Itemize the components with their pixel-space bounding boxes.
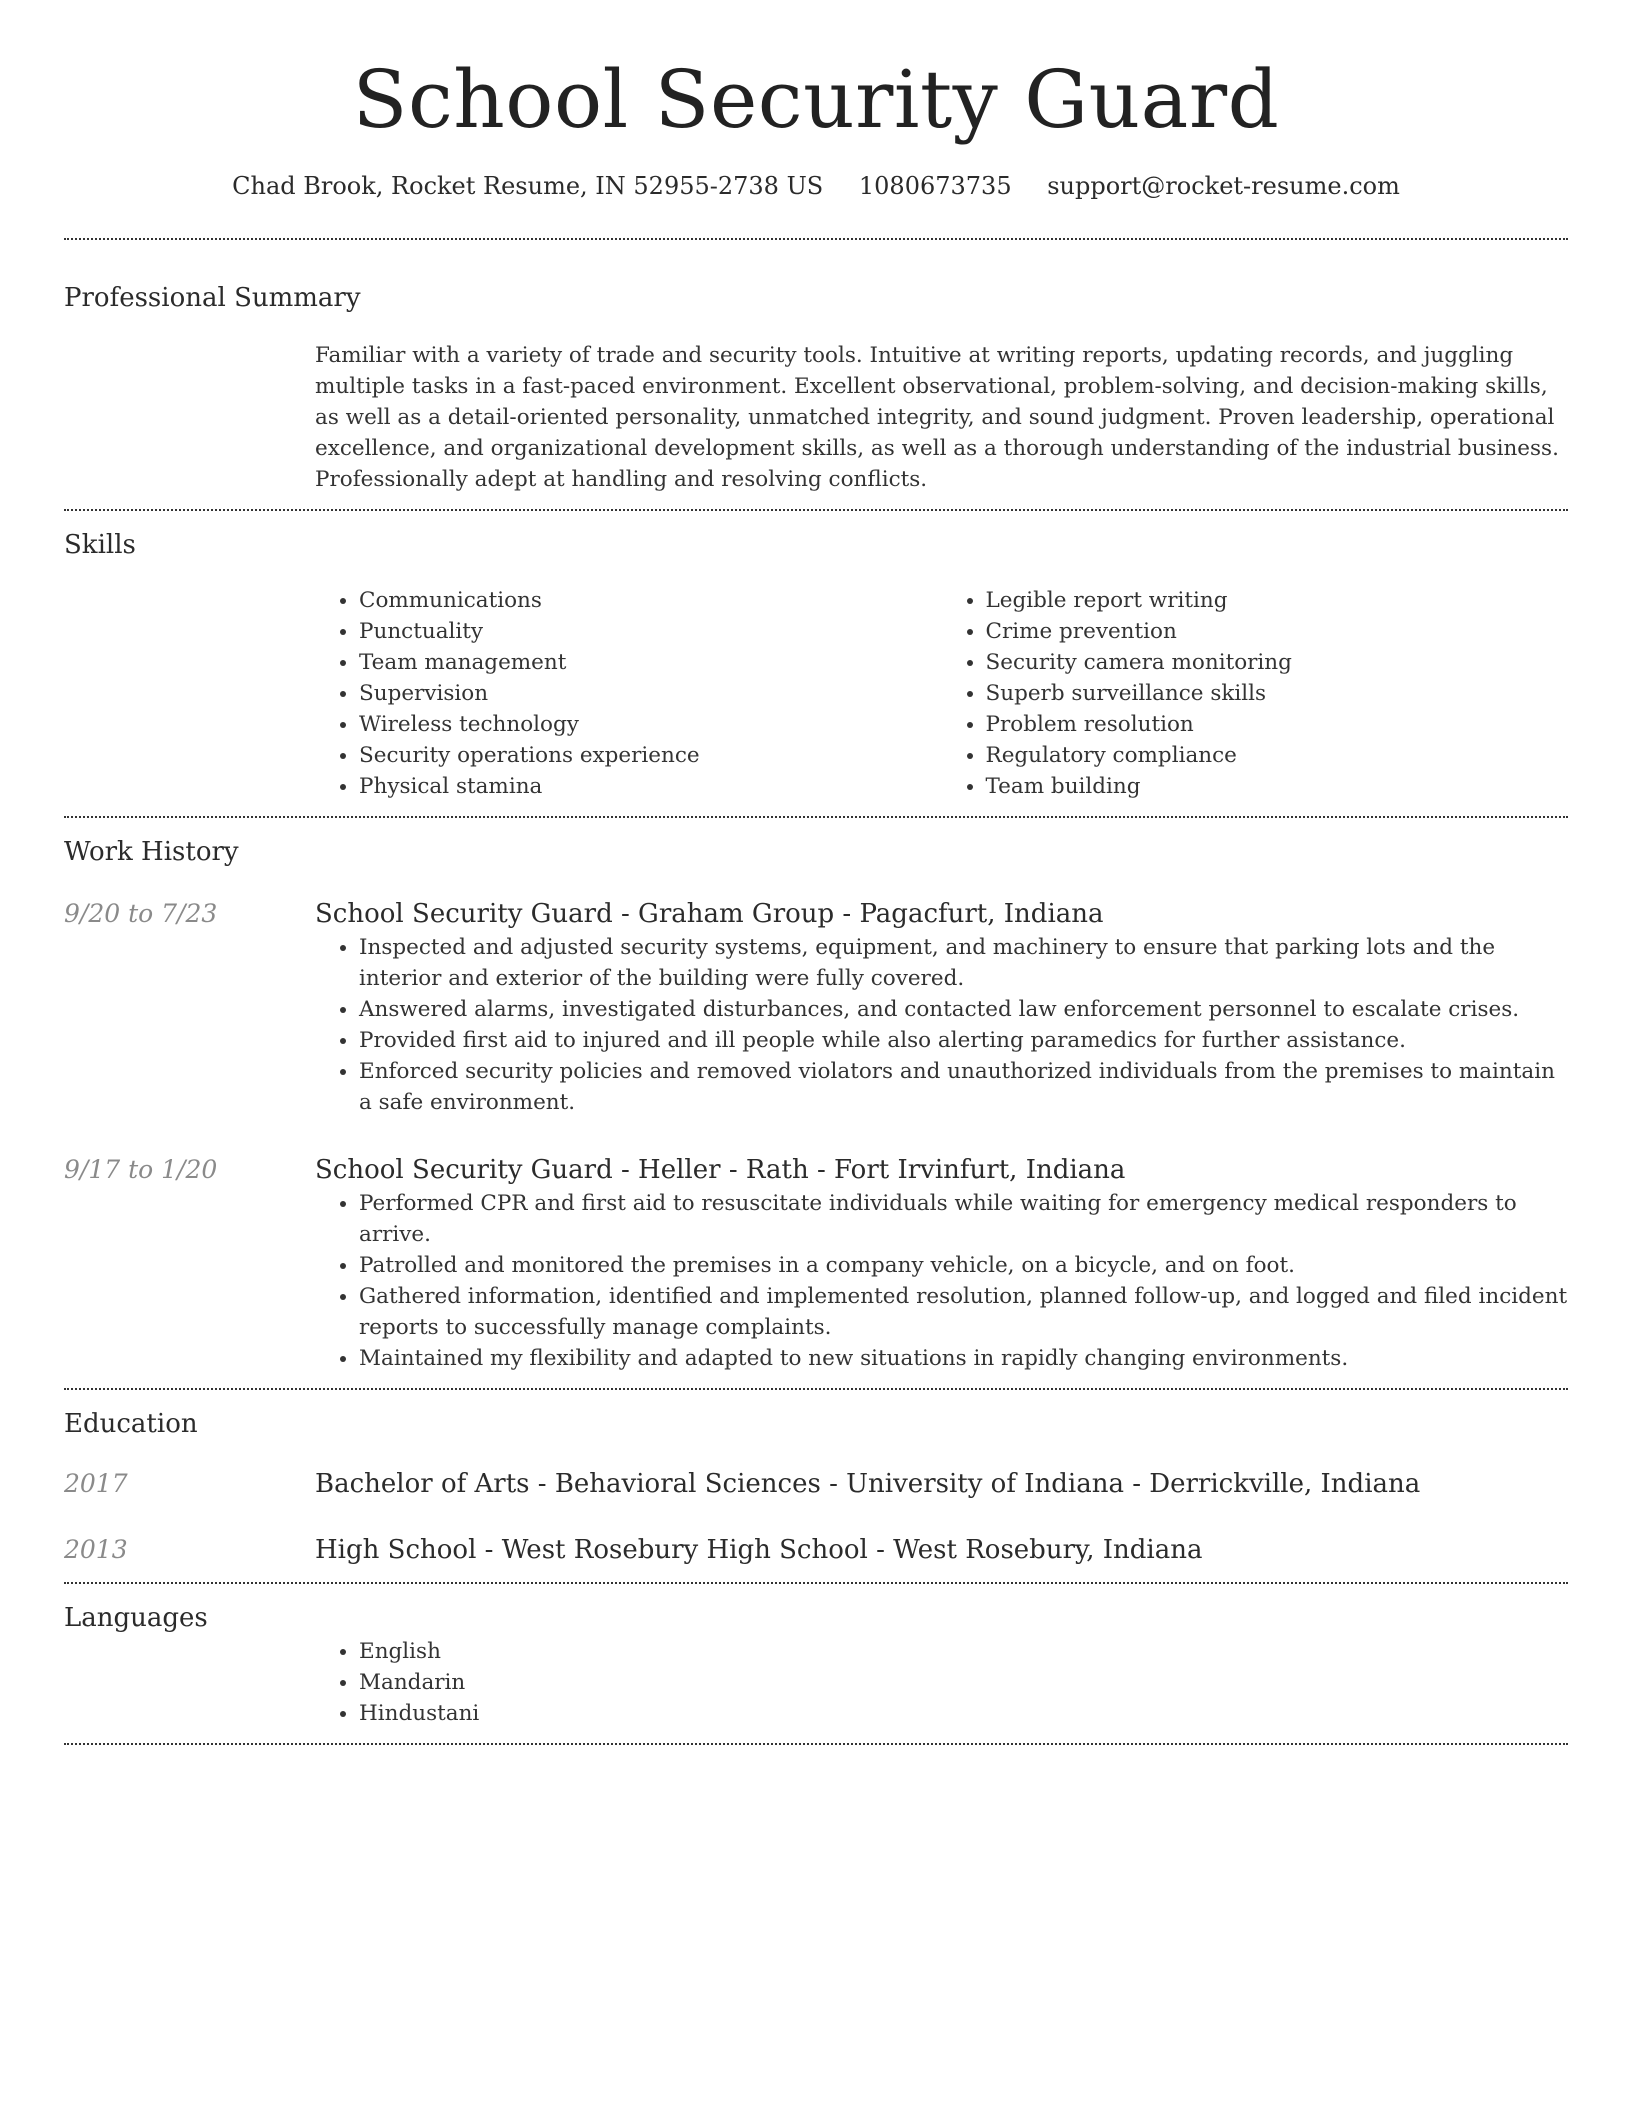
job-header-row — [64, 1152, 1568, 1374]
skill-item: • Team building — [986, 771, 1569, 802]
language-item: • English — [359, 1636, 1568, 1667]
skills-list-right — [942, 585, 1569, 802]
contact-phone: 1080673735 — [858, 172, 1012, 200]
skill-item: • Security camera monitoring — [986, 647, 1569, 678]
languages-content — [315, 1636, 1568, 1729]
summary-text: Familiar with a variety of trade and security tools. Intuitive at writing reports, updating records, and juggling multiple tasks in a fast-paced environment. Excellent observational, problem-solving, and decision-making skills, as well as a detail-oriented personality, unmatched integrity, and sound judgment. Proven leadership, operational excellence, and organizational development skills, as well as a thorough understanding of the industrial business. Professionally adept at handling and resolving conflicts. — [315, 343, 1559, 492]
education-entry — [64, 1532, 1568, 1568]
education-heading: Education — [64, 1409, 198, 1439]
language-item: • Hindustani — [359, 1698, 1568, 1729]
job-entry — [64, 896, 1568, 1118]
work-heading: Work History — [64, 837, 239, 867]
skill-item: • Physical stamina — [359, 771, 942, 802]
skill-item: • Team management — [359, 647, 942, 678]
education-title: Bachelor of Arts - Behavioral Sciences - University of Indiana - Derrickville, Indiana — [315, 1469, 1421, 1499]
skills-row — [64, 563, 1568, 802]
skill-item: • Communications — [359, 585, 942, 616]
section-divider — [64, 1743, 1568, 1745]
summary-section — [64, 240, 1568, 509]
skill-item: • Superb surveillance skills — [986, 678, 1569, 709]
education-title: High School - West Rosebury High School - West Rosebury, Indiana — [315, 1535, 1203, 1565]
education-year: 2017 — [64, 1469, 128, 1498]
job-bullets — [315, 932, 1568, 1118]
skill-item: • Punctuality — [359, 616, 942, 647]
job-bullets — [315, 1188, 1568, 1374]
resume-header — [64, 0, 1568, 204]
skills-grid — [315, 585, 1568, 802]
skill-item: • Problem resolution — [986, 709, 1569, 740]
contact-email: support@rocket-resume.com — [1047, 172, 1400, 200]
job-bullet: • Performed CPR and first aid to resuscitate individuals while waiting for emergency medical responders to arrive. — [359, 1188, 1568, 1250]
job-entry — [64, 1152, 1568, 1374]
work-section — [64, 818, 1568, 1388]
job-content — [315, 1152, 1568, 1374]
skills-section — [64, 511, 1568, 816]
summary-content — [315, 316, 1568, 495]
contact-address: Chad Brook, Rocket Resume, IN 52955-2738 US — [232, 172, 824, 200]
skill-item: • Crime prevention — [986, 616, 1569, 647]
education-year: 2013 — [64, 1535, 128, 1564]
job-dates: 9/17 to 1/20 — [64, 1155, 218, 1184]
job-content — [315, 896, 1568, 1118]
skill-item: • Regulatory compliance — [986, 740, 1569, 771]
job-dates: 9/20 to 7/23 — [64, 899, 218, 928]
education-entry — [64, 1466, 1568, 1502]
job-title: School Security Guard - Graham Group - Pagacfurt, Indiana — [315, 899, 1104, 929]
skills-list-left — [315, 585, 942, 802]
languages-list — [315, 1636, 1568, 1729]
job-bullet: • Answered alarms, investigated disturbances, and contacted law enforcement personnel to escalate crises. — [359, 994, 1568, 1025]
resume-title: School Security Guard — [352, 53, 1280, 146]
languages-row — [64, 1636, 1568, 1729]
job-header-row — [64, 896, 1568, 1118]
contact-line — [64, 168, 1568, 204]
job-bullet: • Maintained my flexibility and adapted to new situations in rapidly changing environments. — [359, 1343, 1568, 1374]
education-section — [64, 1390, 1568, 1582]
job-bullet: • Enforced security policies and removed violators and unauthorized individuals from the premises to maintain a safe environment. — [359, 1056, 1568, 1118]
skills-heading: Skills — [64, 530, 136, 560]
job-bullet: • Provided first aid to injured and ill people while also alerting paramedics for further assistance. — [359, 1025, 1568, 1056]
summary-row — [64, 316, 1568, 495]
job-bullet: • Gathered information, identified and implemented resolution, planned follow-up, and logged and filed incident reports to successfully manage complaints. — [359, 1281, 1568, 1343]
skill-item: • Legible report writing — [986, 585, 1569, 616]
summary-heading: Professional Summary — [64, 283, 361, 313]
job-bullet: • Patrolled and monitored the premises in a company vehicle, on a bicycle, and on foot. — [359, 1250, 1568, 1281]
skills-content — [315, 563, 1568, 802]
languages-section — [64, 1584, 1568, 1743]
job-title: School Security Guard - Heller - Rath - Fort Irvinfurt, Indiana — [315, 1155, 1126, 1185]
languages-heading: Languages — [64, 1603, 208, 1633]
language-item: • Mandarin — [359, 1667, 1568, 1698]
job-bullet: • Inspected and adjusted security systems, equipment, and machinery to ensure that parking lots and the interior and exterior of the building were fully covered. — [359, 932, 1568, 994]
skill-item: • Wireless technology — [359, 709, 942, 740]
skill-item: • Supervision — [359, 678, 942, 709]
skill-item: • Security operations experience — [359, 740, 942, 771]
